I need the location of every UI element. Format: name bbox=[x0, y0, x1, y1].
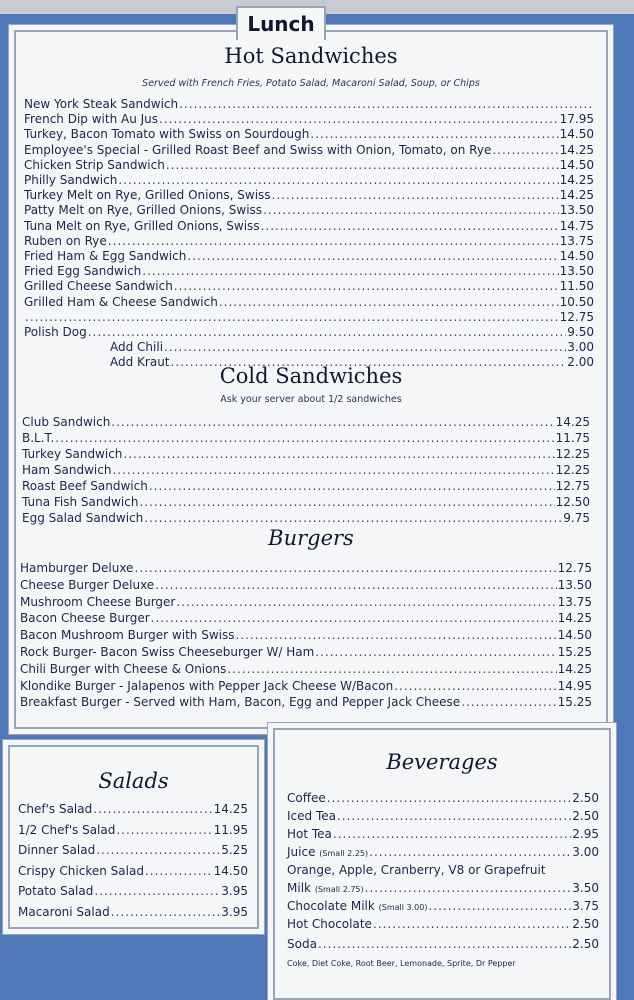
menu-item bbox=[24, 218, 594, 234]
item-name: Milk (Small 2.75) bbox=[287, 881, 364, 895]
menu-item bbox=[20, 627, 592, 643]
leader-dots bbox=[461, 694, 556, 710]
leader-dots bbox=[145, 863, 213, 879]
menu-item bbox=[18, 801, 248, 817]
hot-sandwiches-subtitle: Served with French Fries, Potato Salad, Macaroni Salad, Soup, or Chips bbox=[142, 78, 480, 89]
leader-dots bbox=[155, 577, 556, 593]
menu-item bbox=[20, 694, 592, 710]
item-price: 15.25 bbox=[557, 695, 592, 710]
menu-item bbox=[20, 577, 592, 593]
item-note: (Small 3.00) bbox=[378, 903, 428, 912]
cold-sandwiches-subtitle: Ask your server about 1/2 sandwiches bbox=[220, 394, 402, 405]
item-name: Fried Ham & Egg Sandwich bbox=[24, 249, 187, 263]
menu-item bbox=[18, 842, 248, 858]
item-name: 1/2 Chef's Salad bbox=[18, 822, 116, 837]
leader-dots bbox=[94, 883, 220, 899]
menu-item bbox=[24, 142, 594, 158]
menu-item bbox=[24, 233, 594, 249]
item-price: 2.50 bbox=[572, 809, 599, 823]
leader-dots bbox=[112, 462, 554, 478]
lunch-panel bbox=[14, 30, 608, 729]
item-name: Patty Melt on Rye, Grilled Onions, Swiss bbox=[24, 203, 263, 218]
item-price: 13.75 bbox=[557, 594, 592, 609]
salads-title: Salads bbox=[98, 769, 169, 793]
beverage-iced-tea bbox=[287, 808, 599, 824]
item-name: Hot Chocolate bbox=[287, 917, 372, 931]
leader-dots bbox=[235, 627, 556, 643]
item-name: Chef's Salad bbox=[18, 802, 93, 816]
item-name: Ham Sandwich bbox=[22, 463, 112, 477]
beverage-milk bbox=[287, 880, 599, 898]
item-price: 13.50 bbox=[559, 203, 594, 218]
leader-dots bbox=[151, 610, 557, 626]
leader-dots bbox=[123, 446, 554, 462]
leader-dots bbox=[111, 904, 221, 920]
item-price: 13.50 bbox=[559, 264, 594, 279]
item-price: 14.50 bbox=[213, 863, 248, 878]
menu-item bbox=[22, 414, 590, 430]
item-name: Turkey, Bacon Tomato with Swiss on Sourdough bbox=[24, 127, 310, 142]
item-name: Orange, Apple, Cranberry, V8 or Grapefruit bbox=[287, 863, 546, 877]
leader-dots bbox=[93, 801, 212, 817]
item-name: Turkey Sandwich bbox=[22, 447, 123, 461]
item-price: 12.50 bbox=[555, 495, 590, 509]
item-name: Tuna Melt on Rye, Grilled Onions, Swiss bbox=[24, 218, 260, 233]
item-name: Bacon Cheese Burger bbox=[20, 611, 150, 626]
item-name: Hot Tea bbox=[287, 827, 332, 841]
leader-dots bbox=[394, 678, 556, 694]
item-price: 3.75 bbox=[572, 899, 599, 913]
item-name: Turkey Melt on Rye, Grilled Onions, Swiss bbox=[24, 188, 271, 203]
menu-item bbox=[24, 278, 594, 294]
item-name: Bacon Mushroom Burger with Swiss bbox=[20, 628, 235, 643]
leader-dots bbox=[315, 644, 556, 660]
menu-item bbox=[20, 594, 592, 610]
item-name: French Dip with Au Jus bbox=[24, 112, 159, 127]
salads-panel bbox=[8, 745, 259, 929]
item-price: 2.00 bbox=[567, 355, 594, 370]
item-price: 11.95 bbox=[213, 822, 248, 837]
item-name: Potato Salad bbox=[18, 884, 94, 898]
leader-dots bbox=[227, 661, 556, 677]
leader-dots bbox=[492, 142, 558, 158]
leader-dots bbox=[174, 278, 559, 294]
leader-dots bbox=[272, 187, 559, 203]
item-name: Add Kraut bbox=[110, 355, 170, 370]
menu-item bbox=[22, 478, 590, 494]
leader-dots bbox=[55, 430, 554, 446]
beverages-panel bbox=[273, 728, 611, 1000]
item-price: 12.75 bbox=[555, 479, 590, 493]
soda-options: Coke, Diet Coke, Root Beer, Lemonade, Sprite, Dr Pepper bbox=[287, 959, 516, 968]
item-name: Macaroni Salad bbox=[18, 904, 110, 919]
item-price: 2.50 bbox=[572, 937, 599, 951]
leader-dots bbox=[310, 126, 558, 142]
item-name: Cheese Burger Deluxe bbox=[20, 577, 155, 592]
item-price: 14.95 bbox=[557, 678, 592, 693]
item-name: Fried Egg Sandwich bbox=[24, 264, 142, 279]
menu-item bbox=[22, 446, 590, 462]
leader-dots bbox=[219, 294, 559, 310]
item-price: 13.50 bbox=[557, 577, 592, 592]
item-note: (Small 2.25) bbox=[319, 849, 369, 858]
leader-dots bbox=[187, 248, 558, 264]
leader-dots bbox=[166, 157, 559, 173]
item-price: 3.00 bbox=[567, 340, 594, 355]
item-name: New York Steak Sandwich bbox=[24, 97, 179, 111]
menu-item bbox=[24, 126, 594, 142]
menu-item bbox=[24, 202, 594, 218]
leader-dots bbox=[88, 324, 567, 340]
item-name: Employee's Special - Grilled Roast Beef and Swiss with Onion, Tomato, on Rye bbox=[24, 142, 492, 157]
leader-dots bbox=[149, 478, 555, 494]
item-price: 14.25 bbox=[555, 415, 590, 429]
leader-dots bbox=[159, 111, 559, 127]
item-price: 2.50 bbox=[572, 791, 599, 805]
menu-item bbox=[18, 883, 248, 899]
item-price: 17.95 bbox=[559, 112, 594, 127]
item-price: 12.75 bbox=[559, 309, 594, 324]
beverages-title: Beverages bbox=[386, 750, 498, 774]
menu-item bbox=[20, 644, 592, 660]
item-name: Klondike Burger - Jalapenos with Pepper Jack Cheese W/Bacon bbox=[20, 678, 394, 693]
leader-dots bbox=[142, 263, 558, 279]
beverage-hot-chocolate bbox=[287, 916, 599, 932]
item-price: 3.95 bbox=[221, 884, 248, 898]
item-price: 14.25 bbox=[559, 188, 594, 203]
leader-dots bbox=[111, 414, 554, 430]
item-name: Club Sandwich bbox=[22, 415, 111, 429]
item-price: 14.75 bbox=[559, 218, 594, 233]
menu-item bbox=[24, 157, 594, 173]
item-name: Dinner Salad bbox=[18, 843, 96, 857]
item-name: B.L.T. bbox=[22, 431, 55, 445]
item-name: Egg Salad Sandwich bbox=[22, 511, 144, 525]
item-name: Hamburger Deluxe bbox=[20, 561, 134, 575]
menu-item bbox=[24, 111, 594, 127]
item-name: Chicken Strip Sandwich bbox=[24, 157, 165, 172]
item-price: 12.25 bbox=[555, 447, 590, 461]
beverage-chocolate-milk bbox=[287, 898, 599, 916]
menu-item bbox=[24, 187, 594, 203]
item-price: 14.25 bbox=[559, 142, 594, 157]
menu-item bbox=[110, 339, 594, 355]
item-name: Juice (Small 2.25) bbox=[287, 845, 369, 859]
leader-dots bbox=[134, 560, 556, 576]
leader-dots bbox=[25, 309, 559, 325]
hot-sandwiches-title: Hot Sandwiches bbox=[224, 44, 398, 68]
item-price: 10.50 bbox=[559, 294, 594, 309]
item-price: 14.25 bbox=[557, 611, 592, 626]
leader-dots bbox=[176, 594, 556, 610]
menu-item bbox=[22, 510, 590, 526]
item-name: Ruben on Rye bbox=[24, 233, 107, 248]
item-name: Grilled Ham & Cheese Sandwich bbox=[24, 294, 218, 309]
lunch-tab: Lunch bbox=[236, 6, 326, 40]
item-name: Rock Burger- Bacon Swiss Cheeseburger W/ Ham bbox=[20, 645, 315, 659]
item-price: 14.50 bbox=[559, 127, 594, 142]
item-price: 9.75 bbox=[563, 511, 590, 525]
leader-dots bbox=[118, 172, 558, 188]
item-price: 12.75 bbox=[557, 561, 592, 575]
leader-dots bbox=[96, 842, 220, 858]
item-price: 3.00 bbox=[572, 845, 599, 859]
leader-dots bbox=[164, 339, 566, 355]
leader-dots bbox=[108, 233, 559, 249]
item-name: Soda bbox=[287, 937, 317, 951]
item-price: 14.50 bbox=[559, 249, 594, 263]
leader-dots bbox=[179, 96, 593, 112]
item-price: 14.25 bbox=[213, 802, 248, 816]
menu-item bbox=[18, 822, 248, 838]
item-price: 2.50 bbox=[572, 917, 599, 931]
item-name: Grilled Cheese Sandwich bbox=[24, 279, 173, 294]
menu-item bbox=[22, 494, 590, 510]
menu-item bbox=[24, 294, 594, 310]
menu-item bbox=[20, 678, 592, 694]
item-price: 14.50 bbox=[557, 628, 592, 643]
menu-item bbox=[18, 863, 248, 879]
item-price: 14.50 bbox=[559, 157, 594, 172]
item-price: 13.75 bbox=[559, 233, 594, 248]
menu-item bbox=[20, 610, 592, 626]
menu-item bbox=[24, 263, 594, 279]
item-name: Iced Tea bbox=[287, 809, 336, 823]
item-price: 3.50 bbox=[572, 881, 599, 895]
menu-item bbox=[20, 661, 592, 677]
leader-dots bbox=[116, 822, 212, 838]
menu-item bbox=[20, 560, 592, 576]
leader-dots bbox=[139, 494, 554, 510]
menu-item bbox=[24, 309, 594, 325]
leader-dots bbox=[261, 218, 559, 234]
item-name: Mushroom Cheese Burger bbox=[20, 594, 176, 609]
menu-item bbox=[24, 96, 594, 112]
item-price: 11.50 bbox=[559, 279, 594, 294]
burgers-title: Burgers bbox=[268, 526, 354, 550]
item-name: Coffee bbox=[287, 791, 326, 805]
cold-sandwiches-title: Cold Sandwiches bbox=[219, 364, 403, 388]
item-name: Add Chili bbox=[110, 340, 164, 355]
leader-dots bbox=[144, 510, 562, 526]
beverage-coffee bbox=[287, 790, 599, 806]
item-name: Chocolate Milk (Small 3.00) bbox=[287, 899, 428, 913]
item-name: Roast Beef Sandwich bbox=[22, 479, 148, 493]
beverage-juice-options bbox=[287, 862, 599, 878]
beverage-soda bbox=[287, 936, 599, 952]
item-price: 15.25 bbox=[557, 645, 592, 659]
menu-item bbox=[22, 462, 590, 478]
item-name: Breakfast Burger - Served with Ham, Bacon, Egg and Pepper Jack Cheese bbox=[20, 695, 461, 710]
item-name: Philly Sandwich bbox=[24, 173, 118, 187]
menu-item bbox=[24, 248, 594, 264]
menu-item bbox=[24, 172, 594, 188]
beverage-hot-tea bbox=[287, 826, 599, 842]
item-price: 14.25 bbox=[557, 661, 592, 676]
item-name: Crispy Chicken Salad bbox=[18, 863, 144, 878]
item-note: (Small 2.75) bbox=[314, 885, 364, 894]
beverage-juice bbox=[287, 844, 599, 862]
item-price: 5.25 bbox=[221, 843, 248, 857]
leader-dots bbox=[263, 202, 559, 218]
menu-item bbox=[24, 324, 594, 340]
item-name: Chili Burger with Cheese & Onions bbox=[20, 661, 227, 676]
item-name: Tuna Fish Sandwich bbox=[22, 495, 139, 509]
menu-item bbox=[22, 430, 590, 446]
menu-item bbox=[18, 904, 248, 920]
item-price: 9.50 bbox=[567, 325, 594, 339]
item-price: 11.75 bbox=[555, 431, 590, 445]
item-name: Polish Dog bbox=[24, 325, 87, 339]
item-price: 3.95 bbox=[221, 904, 248, 919]
item-price: 14.25 bbox=[559, 173, 594, 187]
item-price: 12.25 bbox=[555, 463, 590, 477]
item-price: 2.95 bbox=[572, 827, 599, 841]
